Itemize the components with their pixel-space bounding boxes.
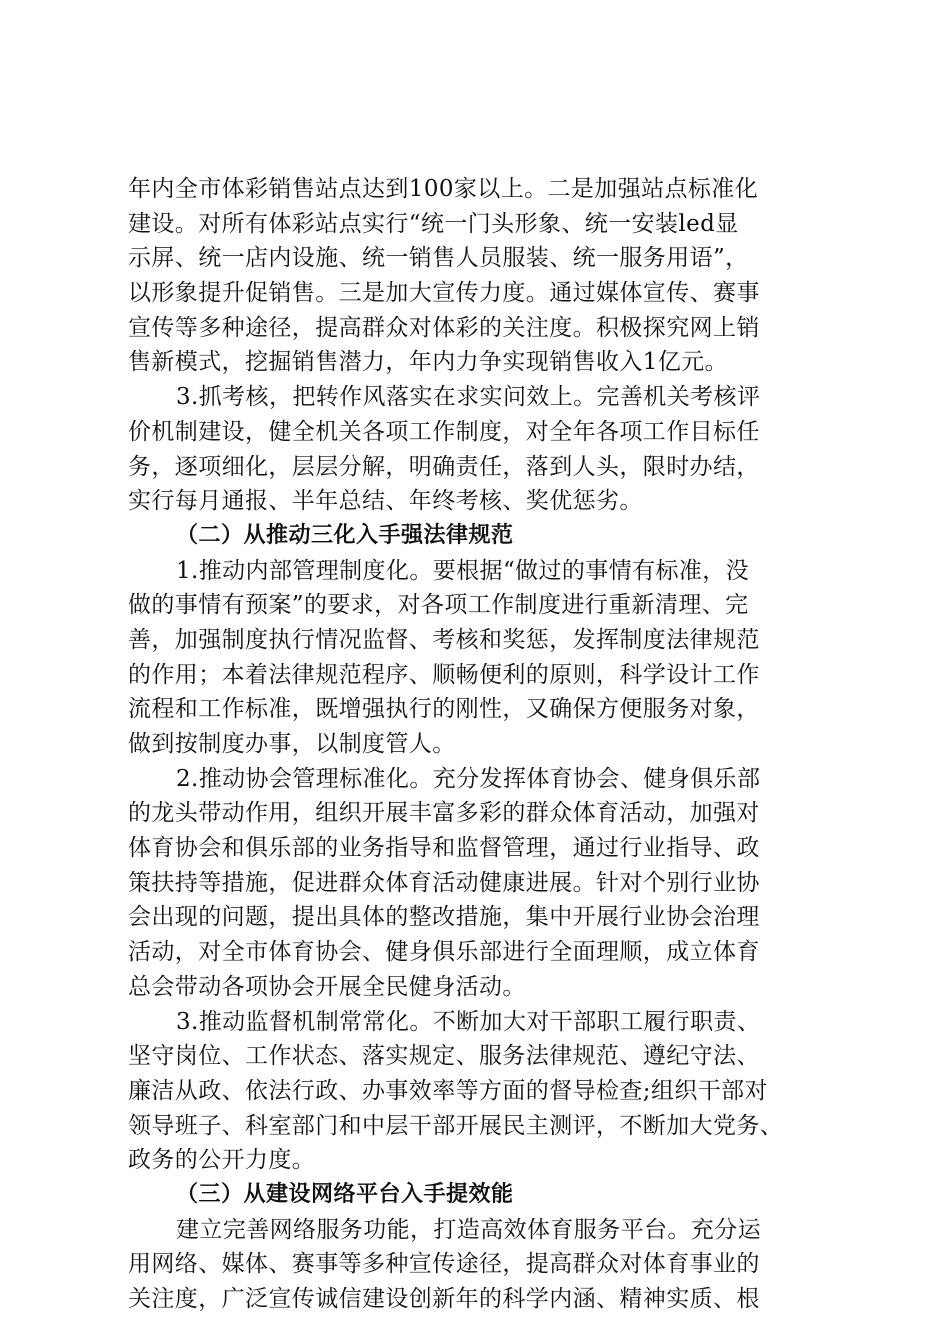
body-text-line: 价机制建设，健全机关各项工作制度，对全年各项工作目标任 bbox=[128, 418, 760, 445]
body-text-line: 总会带动各项协会开展全民健身活动。 bbox=[128, 973, 526, 1000]
body-text-line: 政务的公开力度。 bbox=[128, 1147, 316, 1174]
section-heading: （三）从建设网络平台入手提效能 bbox=[176, 1181, 514, 1207]
body-text-line: 会出现的问题，提出具体的整改措施，集中开展行业协会治理 bbox=[128, 904, 760, 931]
paragraph-first-line: 3.抓考核，把转作风落实在求实问效上。完善机关考核评 bbox=[176, 384, 761, 411]
body-text-line: 售新模式，挖掘销售潜力，年内力争实现销售收入1亿元。 bbox=[128, 349, 729, 376]
body-text-line: 的作用；本着法律规范程序、顺畅便利的原则，科学设计工作 bbox=[128, 661, 760, 688]
body-text-line: 做的事情有预案”的要求，对各项工作制度进行重新清理、完 bbox=[128, 592, 749, 619]
body-text-line: 做到按制度办事，以制度管人。 bbox=[128, 731, 456, 757]
body-text-line: 体育协会和俱乐部的业务指导和监督管理，通过行业指导、政 bbox=[128, 835, 760, 862]
paragraph-first-line: 3.推动监督机制常常化。不断加大对干部职工履行职责、 bbox=[176, 1008, 761, 1035]
body-text-line: 以形象提升促销售。三是加大宣传力度。通过媒体宣传、赛事 bbox=[128, 280, 760, 307]
body-text-line: 廉洁从政、依法行政、办事效率等方面的督导检查;组织干部对 bbox=[128, 1077, 768, 1104]
body-text-line: 宣传等多种途径，提高群众对体彩的关注度。积极探究网上销 bbox=[128, 314, 760, 341]
body-text-line: 实行每月通报、半年总结、年终考核、奖优惩劣。 bbox=[128, 488, 643, 515]
section-heading: （二）从推动三化入手强法律规范 bbox=[176, 522, 514, 548]
paragraph-first-line: 建立完善网络服务功能，打造高效体育服务平台。充分运 bbox=[176, 1216, 761, 1243]
body-text-line: 示屏、统一店内设施、统一销售人员服装、统一服务用语”， bbox=[128, 245, 749, 272]
body-text-line: 善，加强制度执行情况监督、考核和奖惩，发挥制度法律规范 bbox=[128, 626, 760, 653]
body-text-line: 活动，对全市体育协会、健身俱乐部进行全面理顺，成立体育 bbox=[128, 939, 760, 966]
body-text-line: 务，逐项细化，层层分解，明确责任，落到人头，限时办结， bbox=[128, 453, 760, 480]
paragraph-first-line: 1.推动内部管理制度化。要根据“做过的事情有标准，没 bbox=[176, 557, 750, 584]
body-text-line: 流程和工作标准，既增强执行的刚性，又确保方便服务对象， bbox=[128, 696, 760, 723]
body-text-line: 坚守岗位、工作状态、落实规定、服务法律规范、遵纪守法、 bbox=[128, 1043, 760, 1070]
body-text-line: 用网络、媒体、赛事等多种宣传途径，提高群众对体育事业的 bbox=[128, 1251, 760, 1278]
document-body bbox=[128, 172, 832, 1317]
body-text-line: 年内全市体彩销售站点达到100家以上。二是加强站点标准化 bbox=[128, 176, 759, 202]
body-text-line: 的龙头带动作用，组织开展丰富多彩的群众体育活动，加强对 bbox=[128, 800, 760, 827]
paragraph-first-line: 2.推动协会管理标准化。充分发挥体育协会、健身俱乐部 bbox=[176, 765, 761, 792]
body-text-line: 领导班子、科室部门和中层干部开展民主测评，不断加大党务、 bbox=[128, 1112, 784, 1139]
body-text-line: 关注度，广泛宣传诚信建设创新年的科学内涵、精神实质、根 bbox=[128, 1286, 760, 1312]
body-text-line: 建设。对所有体彩站点实行“统一门头形象、统一安装led显 bbox=[128, 210, 739, 237]
body-text-line: 策扶持等措施，促进群众体育活动健康进展。针对个别行业协 bbox=[128, 869, 760, 896]
